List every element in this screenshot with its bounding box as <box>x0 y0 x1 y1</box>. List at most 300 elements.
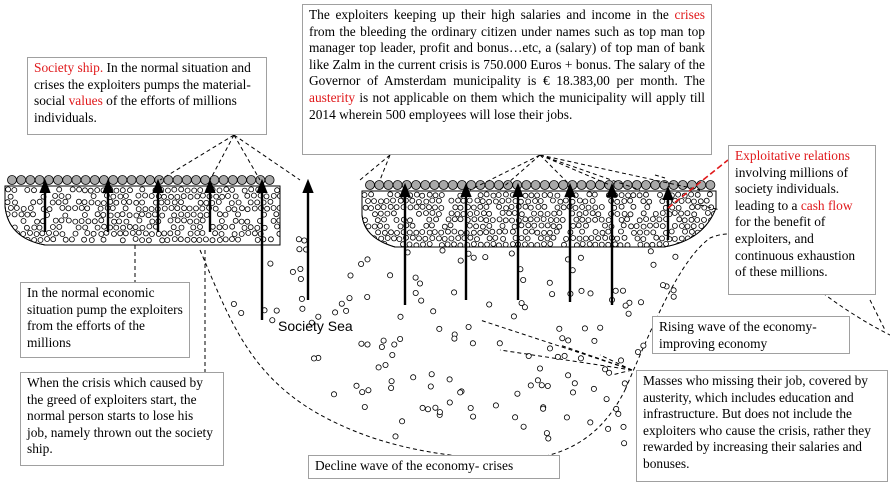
ship-circle <box>573 193 578 198</box>
ship-circle <box>704 198 709 203</box>
ship-circle <box>123 231 128 236</box>
top-circle <box>219 176 228 185</box>
ship-circle <box>433 193 438 198</box>
ship-circle <box>408 193 413 198</box>
top-circle <box>402 181 411 190</box>
top-circle <box>623 181 632 190</box>
exploiters-text-3: is not applicable on them which the municipality will apply till 2014 wherein 500 employees will lose their jobs. <box>309 89 705 122</box>
sea-circle <box>613 288 618 293</box>
ship-circle <box>172 200 177 205</box>
ship-circle <box>185 212 190 217</box>
ship-circle <box>245 207 250 212</box>
cash-flow-highlight: cash flow <box>800 197 853 213</box>
ship-circle <box>6 187 11 192</box>
ship-circle <box>56 200 61 205</box>
ship-circle <box>149 194 154 199</box>
ship-circle <box>216 200 221 205</box>
ship-circle <box>471 242 476 247</box>
ship-circle <box>255 237 260 242</box>
ship-circle <box>682 218 687 223</box>
ship-circle <box>182 206 187 211</box>
ship-circle <box>538 199 543 204</box>
ship-circle <box>376 230 381 235</box>
ship-circle <box>24 225 29 230</box>
top-circle <box>366 181 375 190</box>
ship-circle <box>175 218 180 223</box>
ship-circle <box>468 212 473 217</box>
ship-circle <box>165 238 170 243</box>
ship-circle <box>373 212 378 217</box>
sea-circle <box>398 336 403 341</box>
ship-circle <box>712 223 717 228</box>
ship-circle <box>672 236 677 241</box>
ship-circle <box>245 193 250 198</box>
ship-circle <box>117 219 122 224</box>
sea-circle <box>535 378 540 383</box>
ship-circle <box>548 218 553 223</box>
ship-circle <box>35 219 40 224</box>
ship-circle <box>414 230 419 235</box>
top-circle <box>706 181 715 190</box>
ship-circle <box>446 229 451 234</box>
sea-circle <box>452 290 457 295</box>
ship-circle <box>248 200 253 205</box>
ship-circle <box>576 223 581 228</box>
ship-circle <box>242 188 247 193</box>
ship-circle <box>73 231 78 236</box>
ship-circle <box>637 218 642 223</box>
top-circle <box>35 176 44 185</box>
ship-circle <box>277 231 282 236</box>
ship-circle <box>79 205 84 210</box>
ship-circle <box>160 238 165 243</box>
masses-box <box>636 370 888 482</box>
ship-circle <box>171 225 176 230</box>
sea-circle <box>429 372 434 377</box>
ship-circle <box>532 211 537 216</box>
ship-circle <box>555 205 560 210</box>
top-circle <box>155 176 164 185</box>
ship-circle <box>57 224 62 229</box>
ship-circle <box>491 241 496 246</box>
ship-circle <box>480 224 485 229</box>
ship-circle <box>382 217 387 222</box>
ship-circle <box>239 232 244 237</box>
ship-circle <box>25 212 30 217</box>
society-sea-label: Society Sea <box>278 318 353 334</box>
ship-circle <box>647 199 652 204</box>
ship-circle <box>458 205 463 210</box>
ship-circle <box>162 194 167 199</box>
ship-circle <box>648 223 653 228</box>
sea-circle <box>297 247 302 252</box>
ship-circle <box>638 230 643 235</box>
top-circle <box>678 181 687 190</box>
ship-circle <box>467 198 472 203</box>
sea-circle <box>521 424 526 429</box>
ship-circle <box>363 242 368 247</box>
ship-circle <box>92 219 97 224</box>
ship-circle <box>197 238 202 243</box>
sea-circle <box>604 397 609 402</box>
ship-circle <box>555 193 560 198</box>
ship-circle <box>140 212 145 217</box>
ship-circle <box>133 236 138 241</box>
rising-wave-box <box>652 316 850 354</box>
ship-circle <box>690 205 695 210</box>
ship-circle <box>512 224 517 229</box>
sea-circle <box>622 441 627 446</box>
ship-circle <box>478 242 483 247</box>
ship-circle <box>686 198 691 203</box>
top-circle <box>81 176 90 185</box>
ship-circle <box>471 205 476 210</box>
sea-circle <box>541 406 546 411</box>
ship-circle <box>547 230 552 235</box>
ship-circle <box>223 212 228 217</box>
ship-circle <box>705 210 710 215</box>
ship-circle <box>689 192 694 197</box>
top-circle <box>375 181 384 190</box>
ship-circle <box>63 199 68 204</box>
ship-circle <box>626 193 631 198</box>
exploitative-relations-title: Exploitative relations <box>735 148 850 163</box>
sea-circle <box>470 341 475 346</box>
ship-circle <box>248 225 253 230</box>
ship-circle <box>381 205 386 210</box>
sea-circle <box>528 383 533 388</box>
ship-circle <box>194 206 199 211</box>
ship-circle <box>407 230 412 235</box>
ship-circle <box>557 224 562 229</box>
sea-circle <box>389 379 394 384</box>
ship-circle <box>554 229 559 234</box>
ship-circle <box>677 217 682 222</box>
sea-circle <box>390 352 395 357</box>
ship-circle <box>168 218 173 223</box>
top-circle <box>210 176 219 185</box>
top-circle <box>642 181 651 190</box>
ship-right <box>362 181 717 248</box>
ship-circle <box>501 236 506 241</box>
sea-circle <box>513 415 518 420</box>
ship-circle <box>236 237 241 242</box>
ship-circle <box>5 225 10 230</box>
ship-circle <box>217 188 222 193</box>
sea-circle <box>274 308 279 313</box>
ship-circle <box>63 237 68 242</box>
sea-circle <box>411 375 416 380</box>
ship-circle <box>414 205 419 210</box>
ship-circle <box>200 206 205 211</box>
ship-circle <box>467 223 472 228</box>
sea-circle <box>268 261 273 266</box>
ship-circle <box>455 212 460 217</box>
society-ship-box <box>27 57 267 135</box>
ship-circle <box>532 223 537 228</box>
ship-circle <box>375 218 380 223</box>
ship-circle <box>111 194 116 199</box>
sea-circle <box>607 370 612 375</box>
ship-circle <box>458 193 463 198</box>
ship-circle <box>252 206 257 211</box>
ship-circle <box>101 237 106 242</box>
top-circle <box>430 181 439 190</box>
ship-circle <box>213 206 218 211</box>
ship-circle <box>679 236 684 241</box>
ship-circle <box>82 200 87 205</box>
ship-circle <box>420 193 425 198</box>
ship-circle <box>277 218 282 223</box>
ship-circle <box>271 206 276 211</box>
exploitative-relations-box <box>728 145 876 295</box>
ship-circle <box>500 198 505 203</box>
ship-circle <box>175 206 180 211</box>
ship-circle <box>613 193 618 198</box>
ship-circle <box>203 237 208 242</box>
ship-circle <box>599 217 604 222</box>
ship-circle <box>456 198 461 203</box>
ship-circle <box>519 223 524 228</box>
sea-circle <box>379 344 384 349</box>
ship-circle <box>179 200 184 205</box>
ship-circle <box>194 219 199 224</box>
ship-circle <box>560 217 565 222</box>
ship-circle <box>497 217 502 222</box>
ship-circle <box>210 238 215 243</box>
ship-circle <box>200 193 205 198</box>
top-circle <box>90 176 99 185</box>
ship-circle <box>394 205 399 210</box>
ship-circle <box>529 229 534 234</box>
ship-circle <box>503 229 508 234</box>
ship-circle <box>60 232 65 237</box>
ship-circle <box>242 225 247 230</box>
ship-circle <box>632 230 637 235</box>
sea-circle <box>578 255 583 260</box>
ship-circle <box>580 229 585 234</box>
ship-circle <box>182 218 187 223</box>
sea-circle <box>447 400 452 405</box>
top-circle <box>26 176 35 185</box>
ship-circle <box>31 200 36 205</box>
ship-circle <box>669 193 674 198</box>
ship-circle <box>140 200 145 205</box>
ship-circle <box>484 192 489 197</box>
ship-circle <box>577 236 582 241</box>
ship-circle <box>198 200 203 205</box>
sea-circle <box>413 290 418 295</box>
crises-highlight: crises <box>674 7 705 22</box>
ship-circle <box>130 230 135 235</box>
ship-circle <box>378 223 383 228</box>
ship-circle <box>657 217 662 222</box>
top-circle <box>448 181 457 190</box>
ship-circle <box>519 212 524 217</box>
sea-circle <box>471 414 476 419</box>
ship-circle <box>542 193 547 198</box>
sea-circle <box>579 288 584 293</box>
ship-circle <box>101 201 106 206</box>
decline-wave-text: Decline wave of the economy- crises <box>315 458 514 473</box>
ship-circle <box>114 225 119 230</box>
sea-circle <box>398 314 403 319</box>
ship-circle <box>391 198 396 203</box>
ship-circle <box>99 218 104 223</box>
ship-circle <box>478 217 483 222</box>
ship-circle <box>676 205 681 210</box>
ship-circle <box>14 206 19 211</box>
ship-circle <box>561 205 566 210</box>
sea-circle <box>621 424 626 429</box>
ship-circle <box>497 204 502 209</box>
ship-circle <box>120 188 125 193</box>
ship-circle <box>153 212 158 217</box>
exploitative-relations-text-2: for the benefit of exploiters, and continuous exhaustion of these millions. <box>735 214 856 280</box>
ship-circle <box>66 218 71 223</box>
ship-circle <box>60 205 65 210</box>
ship-circle <box>552 211 557 216</box>
top-circle <box>568 181 577 190</box>
ship-circle <box>220 194 225 199</box>
ship-circle <box>619 217 624 222</box>
ship-circle <box>162 206 167 211</box>
sea-circle <box>614 406 619 411</box>
ship-circle <box>478 204 483 209</box>
ship-circle <box>606 193 611 198</box>
sea-circle <box>413 275 418 280</box>
ship-circle <box>99 232 104 237</box>
ship-circle <box>535 193 540 198</box>
ship-circle <box>388 192 393 197</box>
ship-circle <box>622 235 627 240</box>
sea-circle <box>359 341 364 346</box>
sea-circle <box>671 288 676 293</box>
ship-circle <box>50 200 55 205</box>
ship-circle <box>429 223 434 228</box>
ship-circle <box>169 206 174 211</box>
ship-circle <box>123 194 128 199</box>
top-circle <box>228 176 237 185</box>
ship-circle <box>430 198 435 203</box>
ship-circle <box>669 229 674 234</box>
ship-circle <box>542 204 547 209</box>
top-circle <box>256 176 265 185</box>
ship-circle <box>592 192 597 197</box>
ship-circle <box>622 199 627 204</box>
sea-circle <box>487 302 492 307</box>
ship-circle <box>76 225 81 230</box>
ship-circle <box>503 192 508 197</box>
top-circle <box>393 181 402 190</box>
ship-circle <box>143 231 148 236</box>
ship-circle <box>143 193 148 198</box>
top-circle <box>109 176 118 185</box>
ship-circle <box>584 223 589 228</box>
ship-circle <box>256 187 261 192</box>
ship-circle <box>683 229 688 234</box>
ship-circle <box>232 207 237 212</box>
ship-circle <box>583 236 588 241</box>
sea-circle <box>623 303 628 308</box>
ship-circle <box>635 236 640 241</box>
ship-circle <box>127 199 132 204</box>
ship-circle <box>28 206 33 211</box>
ship-circle <box>458 217 463 222</box>
decline-wave-box <box>308 455 560 479</box>
sea-circle <box>299 296 304 301</box>
ship-circle <box>127 224 132 229</box>
top-circle <box>412 181 421 190</box>
ship-circle <box>573 205 578 210</box>
sea-circle <box>458 258 463 263</box>
ship-circle <box>551 224 556 229</box>
ship-circle <box>660 211 665 216</box>
ship-circle <box>143 207 148 212</box>
ship-circle <box>150 219 155 224</box>
ship-circle <box>493 199 498 204</box>
ship-circle <box>695 242 700 247</box>
ship-circle <box>691 224 696 229</box>
ship-circle <box>375 242 380 247</box>
ship-circle <box>127 213 132 218</box>
ship-circle <box>491 193 496 198</box>
ship-circle <box>539 223 544 228</box>
sea-circle <box>333 310 338 315</box>
ship-circle <box>445 242 450 247</box>
ship-circle <box>53 218 58 223</box>
ship-circle <box>169 194 174 199</box>
ship-circle <box>580 217 585 222</box>
ship-circle <box>268 237 273 242</box>
ship-circle <box>224 187 229 192</box>
ship-circle <box>275 188 280 193</box>
sea-circle <box>566 373 571 378</box>
ship-circle <box>472 217 477 222</box>
ship-circle <box>140 225 145 230</box>
ship-circle <box>417 236 422 241</box>
ship-circle <box>660 224 665 229</box>
ship-circle <box>372 199 377 204</box>
ship-circle <box>484 218 489 223</box>
ship-circle <box>140 187 145 192</box>
ship-circle <box>528 205 533 210</box>
ship-circle <box>510 193 515 198</box>
ship-circle <box>362 193 367 198</box>
top-circle <box>577 181 586 190</box>
rising-wave-text: Rising wave of the economy- improving economy <box>659 319 817 351</box>
ship-circle <box>137 218 142 223</box>
ship-circle <box>88 188 93 193</box>
sea-circle <box>300 306 305 311</box>
ship-circle <box>389 230 394 235</box>
ship-circle <box>619 204 624 209</box>
ship-circle <box>615 236 620 241</box>
ship-circle <box>397 237 402 242</box>
ship-circle <box>434 217 439 222</box>
ship-circle <box>484 230 489 235</box>
ship-circle <box>120 238 125 243</box>
ship-circle <box>188 219 193 224</box>
ship-circle <box>136 193 141 198</box>
sea-circle <box>635 349 640 354</box>
exploitative-relations-text-1: involving millions of society individuals. leading to a <box>735 164 849 213</box>
sea-circle <box>270 318 275 323</box>
austerity-highlight: austerity <box>309 89 356 105</box>
sea-curve-left <box>200 250 625 460</box>
ship-circle <box>679 224 684 229</box>
ship-circle <box>53 193 58 198</box>
